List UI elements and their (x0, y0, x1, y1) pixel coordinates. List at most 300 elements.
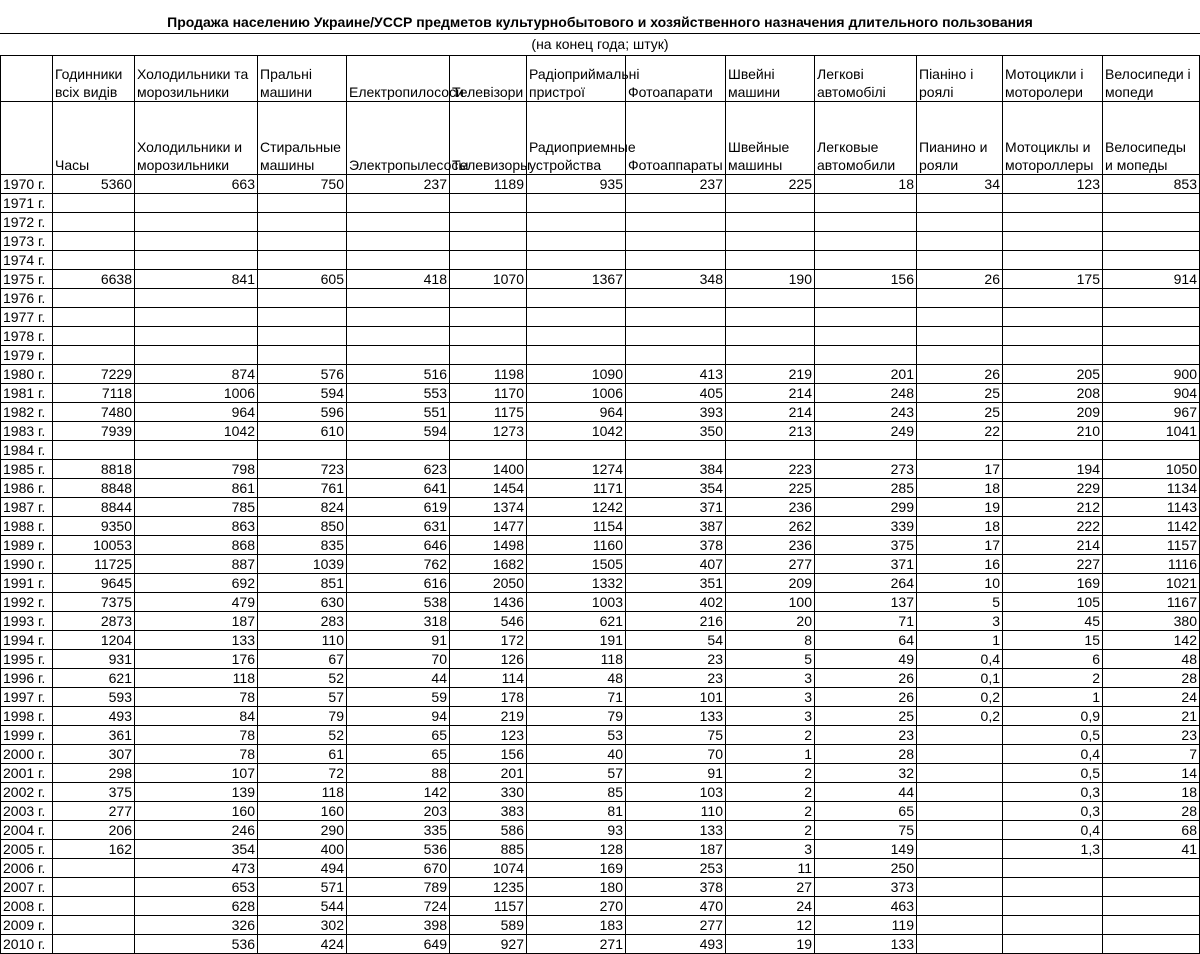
header-ru-motorcycles[interactable]: Мотоциклы и мотороллеры (1003, 102, 1103, 175)
clocks-cell[interactable]: 162 (53, 840, 135, 859)
clocks-cell[interactable]: 7939 (53, 422, 135, 441)
vacuum-cleaners-cell[interactable] (347, 194, 450, 213)
sewing-machines-cell[interactable]: 2 (726, 764, 815, 783)
pianos-cell[interactable]: 26 (917, 365, 1003, 384)
bicycles-cell[interactable]: 1142 (1103, 517, 1200, 536)
clocks-cell[interactable] (53, 251, 135, 270)
pianos-cell[interactable] (917, 878, 1003, 897)
refrigerators-cell[interactable]: 473 (135, 859, 258, 878)
header-ru-year[interactable] (1, 102, 53, 175)
header-ru-bicycles[interactable]: Велосипеды и мопеды (1103, 102, 1200, 175)
tvs-cell[interactable]: 1436 (450, 593, 527, 612)
sewing-machines-cell[interactable]: 223 (726, 460, 815, 479)
cars-cell[interactable] (815, 213, 917, 232)
radios-cell[interactable]: 53 (527, 726, 626, 745)
washing-machines-cell[interactable]: 761 (258, 479, 347, 498)
sewing-machines-cell[interactable]: 2 (726, 726, 815, 745)
sewing-machines-cell[interactable]: 213 (726, 422, 815, 441)
pianos-cell[interactable] (917, 916, 1003, 935)
washing-machines-cell[interactable]: 594 (258, 384, 347, 403)
vacuum-cleaners-cell[interactable] (347, 346, 450, 365)
year-cell[interactable]: 1978 г. (1, 327, 53, 346)
year-cell[interactable]: 1971 г. (1, 194, 53, 213)
tvs-cell[interactable]: 1157 (450, 897, 527, 916)
vacuum-cleaners-cell[interactable]: 538 (347, 593, 450, 612)
sewing-machines-cell[interactable] (726, 232, 815, 251)
sewing-machines-cell[interactable] (726, 441, 815, 460)
washing-machines-cell[interactable]: 571 (258, 878, 347, 897)
sewing-machines-cell[interactable]: 100 (726, 593, 815, 612)
motorcycles-cell[interactable]: 0,5 (1003, 726, 1103, 745)
motorcycles-cell[interactable] (1003, 194, 1103, 213)
clocks-cell[interactable]: 2873 (53, 612, 135, 631)
tvs-cell[interactable]: 201 (450, 764, 527, 783)
clocks-cell[interactable]: 6638 (53, 270, 135, 289)
vacuum-cleaners-cell[interactable]: 594 (347, 422, 450, 441)
washing-machines-cell[interactable]: 290 (258, 821, 347, 840)
vacuum-cleaners-cell[interactable]: 65 (347, 726, 450, 745)
year-cell[interactable]: 1970 г. (1, 175, 53, 194)
refrigerators-cell[interactable]: 479 (135, 593, 258, 612)
pianos-cell[interactable] (917, 935, 1003, 954)
bicycles-cell[interactable] (1103, 916, 1200, 935)
cameras-cell[interactable] (626, 308, 726, 327)
refrigerators-cell[interactable] (135, 289, 258, 308)
tvs-cell[interactable] (450, 441, 527, 460)
tvs-cell[interactable]: 1400 (450, 460, 527, 479)
clocks-cell[interactable]: 7375 (53, 593, 135, 612)
radios-cell[interactable]: 1274 (527, 460, 626, 479)
refrigerators-cell[interactable]: 133 (135, 631, 258, 650)
cars-cell[interactable]: 26 (815, 669, 917, 688)
cameras-cell[interactable]: 413 (626, 365, 726, 384)
cameras-cell[interactable]: 384 (626, 460, 726, 479)
washing-machines-cell[interactable]: 52 (258, 669, 347, 688)
bicycles-cell[interactable] (1103, 213, 1200, 232)
cameras-cell[interactable] (626, 251, 726, 270)
bicycles-cell[interactable] (1103, 251, 1200, 270)
vacuum-cleaners-cell[interactable]: 641 (347, 479, 450, 498)
year-cell[interactable]: 1988 г. (1, 517, 53, 536)
refrigerators-cell[interactable]: 785 (135, 498, 258, 517)
bicycles-cell[interactable]: 1157 (1103, 536, 1200, 555)
tvs-cell[interactable]: 1074 (450, 859, 527, 878)
vacuum-cleaners-cell[interactable] (347, 441, 450, 460)
clocks-cell[interactable] (53, 308, 135, 327)
radios-cell[interactable] (527, 327, 626, 346)
pianos-cell[interactable]: 10 (917, 574, 1003, 593)
clocks-cell[interactable]: 621 (53, 669, 135, 688)
cameras-cell[interactable]: 405 (626, 384, 726, 403)
motorcycles-cell[interactable]: 227 (1003, 555, 1103, 574)
tvs-cell[interactable]: 586 (450, 821, 527, 840)
clocks-cell[interactable]: 10053 (53, 536, 135, 555)
bicycles-cell[interactable]: 24 (1103, 688, 1200, 707)
bicycles-cell[interactable]: 28 (1103, 669, 1200, 688)
bicycles-cell[interactable] (1103, 289, 1200, 308)
cameras-cell[interactable] (626, 232, 726, 251)
year-cell[interactable]: 1981 г. (1, 384, 53, 403)
pianos-cell[interactable] (917, 289, 1003, 308)
cameras-cell[interactable]: 378 (626, 878, 726, 897)
cameras-cell[interactable]: 277 (626, 916, 726, 935)
refrigerators-cell[interactable] (135, 308, 258, 327)
refrigerators-cell[interactable]: 964 (135, 403, 258, 422)
vacuum-cleaners-cell[interactable] (347, 289, 450, 308)
vacuum-cleaners-cell[interactable]: 70 (347, 650, 450, 669)
refrigerators-cell[interactable]: 118 (135, 669, 258, 688)
washing-machines-cell[interactable]: 1039 (258, 555, 347, 574)
cars-cell[interactable]: 25 (815, 707, 917, 726)
sewing-machines-cell[interactable]: 2 (726, 783, 815, 802)
bicycles-cell[interactable] (1103, 194, 1200, 213)
washing-machines-cell[interactable]: 400 (258, 840, 347, 859)
cars-cell[interactable]: 463 (815, 897, 917, 916)
bicycles-cell[interactable] (1103, 897, 1200, 916)
cameras-cell[interactable]: 54 (626, 631, 726, 650)
vacuum-cleaners-cell[interactable]: 418 (347, 270, 450, 289)
clocks-cell[interactable] (53, 232, 135, 251)
refrigerators-cell[interactable] (135, 346, 258, 365)
refrigerators-cell[interactable]: 663 (135, 175, 258, 194)
refrigerators-cell[interactable]: 798 (135, 460, 258, 479)
motorcycles-cell[interactable]: 212 (1003, 498, 1103, 517)
vacuum-cleaners-cell[interactable]: 398 (347, 916, 450, 935)
motorcycles-cell[interactable]: 0,4 (1003, 745, 1103, 764)
tvs-cell[interactable] (450, 308, 527, 327)
radios-cell[interactable]: 128 (527, 840, 626, 859)
cars-cell[interactable]: 28 (815, 745, 917, 764)
motorcycles-cell[interactable] (1003, 859, 1103, 878)
tvs-cell[interactable] (450, 251, 527, 270)
vacuum-cleaners-cell[interactable]: 65 (347, 745, 450, 764)
pianos-cell[interactable]: 0,2 (917, 707, 1003, 726)
cars-cell[interactable] (815, 327, 917, 346)
bicycles-cell[interactable]: 41 (1103, 840, 1200, 859)
motorcycles-cell[interactable]: 123 (1003, 175, 1103, 194)
clocks-cell[interactable] (53, 289, 135, 308)
header-ua-clocks[interactable]: Годинники всіх видів (53, 56, 135, 102)
cars-cell[interactable]: 137 (815, 593, 917, 612)
cars-cell[interactable]: 119 (815, 916, 917, 935)
tvs-cell[interactable]: 1273 (450, 422, 527, 441)
pianos-cell[interactable] (917, 441, 1003, 460)
sewing-machines-cell[interactable]: 214 (726, 403, 815, 422)
pianos-cell[interactable] (917, 194, 1003, 213)
tvs-cell[interactable]: 172 (450, 631, 527, 650)
header-ua-year[interactable] (1, 56, 53, 102)
cars-cell[interactable] (815, 441, 917, 460)
pianos-cell[interactable]: 26 (917, 270, 1003, 289)
refrigerators-cell[interactable]: 628 (135, 897, 258, 916)
header-ru-washing-machines[interactable]: Стиральные машины (258, 102, 347, 175)
cars-cell[interactable]: 44 (815, 783, 917, 802)
header-ru-clocks[interactable]: Часы (53, 102, 135, 175)
year-cell[interactable]: 1976 г. (1, 289, 53, 308)
tvs-cell[interactable]: 1454 (450, 479, 527, 498)
clocks-cell[interactable]: 307 (53, 745, 135, 764)
radios-cell[interactable]: 85 (527, 783, 626, 802)
cars-cell[interactable]: 64 (815, 631, 917, 650)
radios-cell[interactable]: 79 (527, 707, 626, 726)
clocks-cell[interactable]: 5360 (53, 175, 135, 194)
cars-cell[interactable]: 375 (815, 536, 917, 555)
refrigerators-cell[interactable]: 84 (135, 707, 258, 726)
year-cell[interactable]: 2004 г. (1, 821, 53, 840)
bicycles-cell[interactable] (1103, 859, 1200, 878)
cameras-cell[interactable]: 407 (626, 555, 726, 574)
bicycles-cell[interactable] (1103, 441, 1200, 460)
year-cell[interactable]: 1974 г. (1, 251, 53, 270)
cameras-cell[interactable]: 470 (626, 897, 726, 916)
washing-machines-cell[interactable]: 824 (258, 498, 347, 517)
vacuum-cleaners-cell[interactable]: 88 (347, 764, 450, 783)
header-ua-tvs[interactable]: Телевізори (450, 56, 527, 102)
cameras-cell[interactable]: 387 (626, 517, 726, 536)
washing-machines-cell[interactable]: 596 (258, 403, 347, 422)
tvs-cell[interactable] (450, 346, 527, 365)
header-ru-radios[interactable]: Радиоприемные устройства (527, 102, 626, 175)
pianos-cell[interactable]: 18 (917, 479, 1003, 498)
clocks-cell[interactable] (53, 859, 135, 878)
year-cell[interactable]: 1990 г. (1, 555, 53, 574)
washing-machines-cell[interactable]: 57 (258, 688, 347, 707)
radios-cell[interactable]: 621 (527, 612, 626, 631)
pianos-cell[interactable]: 0,4 (917, 650, 1003, 669)
motorcycles-cell[interactable]: 208 (1003, 384, 1103, 403)
radios-cell[interactable]: 1003 (527, 593, 626, 612)
cars-cell[interactable]: 49 (815, 650, 917, 669)
cars-cell[interactable]: 373 (815, 878, 917, 897)
radios-cell[interactable]: 964 (527, 403, 626, 422)
vacuum-cleaners-cell[interactable]: 59 (347, 688, 450, 707)
year-cell[interactable]: 1997 г. (1, 688, 53, 707)
washing-machines-cell[interactable] (258, 327, 347, 346)
bicycles-cell[interactable]: 7 (1103, 745, 1200, 764)
refrigerators-cell[interactable]: 841 (135, 270, 258, 289)
cars-cell[interactable]: 299 (815, 498, 917, 517)
cameras-cell[interactable] (626, 327, 726, 346)
sewing-machines-cell[interactable]: 225 (726, 175, 815, 194)
washing-machines-cell[interactable]: 723 (258, 460, 347, 479)
bicycles-cell[interactable]: 1041 (1103, 422, 1200, 441)
cameras-cell[interactable]: 253 (626, 859, 726, 878)
washing-machines-cell[interactable]: 72 (258, 764, 347, 783)
washing-machines-cell[interactable]: 850 (258, 517, 347, 536)
cameras-cell[interactable]: 237 (626, 175, 726, 194)
motorcycles-cell[interactable]: 1,3 (1003, 840, 1103, 859)
cars-cell[interactable]: 339 (815, 517, 917, 536)
bicycles-cell[interactable]: 28 (1103, 802, 1200, 821)
cars-cell[interactable] (815, 194, 917, 213)
year-cell[interactable]: 1996 г. (1, 669, 53, 688)
motorcycles-cell[interactable] (1003, 251, 1103, 270)
cameras-cell[interactable]: 351 (626, 574, 726, 593)
sewing-machines-cell[interactable]: 209 (726, 574, 815, 593)
year-cell[interactable]: 1984 г. (1, 441, 53, 460)
year-cell[interactable]: 2005 г. (1, 840, 53, 859)
year-cell[interactable]: 1980 г. (1, 365, 53, 384)
sewing-machines-cell[interactable]: 2 (726, 802, 815, 821)
tvs-cell[interactable]: 178 (450, 688, 527, 707)
radios-cell[interactable]: 93 (527, 821, 626, 840)
header-ua-radios[interactable]: Радіоприймальні пристрої (527, 56, 626, 102)
header-ua-pianos[interactable]: Піаніно і роялі (917, 56, 1003, 102)
clocks-cell[interactable]: 7118 (53, 384, 135, 403)
washing-machines-cell[interactable]: 576 (258, 365, 347, 384)
cars-cell[interactable]: 156 (815, 270, 917, 289)
tvs-cell[interactable]: 589 (450, 916, 527, 935)
washing-machines-cell[interactable] (258, 308, 347, 327)
washing-machines-cell[interactable] (258, 232, 347, 251)
vacuum-cleaners-cell[interactable]: 623 (347, 460, 450, 479)
sewing-machines-cell[interactable] (726, 194, 815, 213)
cameras-cell[interactable]: 371 (626, 498, 726, 517)
year-cell[interactable]: 2002 г. (1, 783, 53, 802)
header-ru-pianos[interactable]: Пианино и рояли (917, 102, 1003, 175)
cars-cell[interactable]: 32 (815, 764, 917, 783)
tvs-cell[interactable]: 927 (450, 935, 527, 954)
radios-cell[interactable]: 1171 (527, 479, 626, 498)
tvs-cell[interactable]: 1477 (450, 517, 527, 536)
radios-cell[interactable]: 183 (527, 916, 626, 935)
washing-machines-cell[interactable]: 118 (258, 783, 347, 802)
header-ua-cars[interactable]: Легкові автомобілі (815, 56, 917, 102)
motorcycles-cell[interactable] (1003, 289, 1103, 308)
tvs-cell[interactable]: 114 (450, 669, 527, 688)
sewing-machines-cell[interactable]: 219 (726, 365, 815, 384)
pianos-cell[interactable]: 17 (917, 460, 1003, 479)
motorcycles-cell[interactable]: 15 (1003, 631, 1103, 650)
pianos-cell[interactable]: 1 (917, 631, 1003, 650)
radios-cell[interactable]: 270 (527, 897, 626, 916)
refrigerators-cell[interactable]: 861 (135, 479, 258, 498)
refrigerators-cell[interactable]: 78 (135, 745, 258, 764)
vacuum-cleaners-cell[interactable] (347, 251, 450, 270)
bicycles-cell[interactable]: 914 (1103, 270, 1200, 289)
clocks-cell[interactable]: 8848 (53, 479, 135, 498)
sewing-machines-cell[interactable]: 236 (726, 498, 815, 517)
clocks-cell[interactable]: 8844 (53, 498, 135, 517)
motorcycles-cell[interactable]: 0,4 (1003, 821, 1103, 840)
washing-machines-cell[interactable]: 52 (258, 726, 347, 745)
header-ua-cameras[interactable]: Фотоапарати (626, 56, 726, 102)
washing-machines-cell[interactable]: 605 (258, 270, 347, 289)
refrigerators-cell[interactable]: 139 (135, 783, 258, 802)
header-ru-cameras[interactable]: Фотоаппараты (626, 102, 726, 175)
radios-cell[interactable]: 1242 (527, 498, 626, 517)
motorcycles-cell[interactable]: 229 (1003, 479, 1103, 498)
clocks-cell[interactable]: 361 (53, 726, 135, 745)
motorcycles-cell[interactable]: 222 (1003, 517, 1103, 536)
refrigerators-cell[interactable]: 107 (135, 764, 258, 783)
vacuum-cleaners-cell[interactable]: 536 (347, 840, 450, 859)
vacuum-cleaners-cell[interactable]: 44 (347, 669, 450, 688)
motorcycles-cell[interactable]: 210 (1003, 422, 1103, 441)
washing-machines-cell[interactable]: 110 (258, 631, 347, 650)
cameras-cell[interactable]: 348 (626, 270, 726, 289)
motorcycles-cell[interactable] (1003, 232, 1103, 251)
bicycles-cell[interactable] (1103, 935, 1200, 954)
sewing-machines-cell[interactable] (726, 346, 815, 365)
year-cell[interactable]: 1989 г. (1, 536, 53, 555)
vacuum-cleaners-cell[interactable]: 724 (347, 897, 450, 916)
bicycles-cell[interactable]: 1134 (1103, 479, 1200, 498)
cars-cell[interactable]: 65 (815, 802, 917, 821)
cars-cell[interactable]: 23 (815, 726, 917, 745)
pianos-cell[interactable] (917, 327, 1003, 346)
sewing-machines-cell[interactable]: 19 (726, 935, 815, 954)
pianos-cell[interactable] (917, 346, 1003, 365)
refrigerators-cell[interactable]: 874 (135, 365, 258, 384)
bicycles-cell[interactable] (1103, 232, 1200, 251)
vacuum-cleaners-cell[interactable]: 237 (347, 175, 450, 194)
motorcycles-cell[interactable] (1003, 878, 1103, 897)
vacuum-cleaners-cell[interactable]: 553 (347, 384, 450, 403)
year-cell[interactable]: 1977 г. (1, 308, 53, 327)
refrigerators-cell[interactable]: 78 (135, 726, 258, 745)
cameras-cell[interactable]: 23 (626, 650, 726, 669)
year-cell[interactable]: 2000 г. (1, 745, 53, 764)
refrigerators-cell[interactable]: 78 (135, 688, 258, 707)
cameras-cell[interactable]: 216 (626, 612, 726, 631)
cars-cell[interactable] (815, 308, 917, 327)
clocks-cell[interactable]: 8818 (53, 460, 135, 479)
refrigerators-cell[interactable] (135, 194, 258, 213)
clocks-cell[interactable] (53, 935, 135, 954)
pianos-cell[interactable]: 18 (917, 517, 1003, 536)
clocks-cell[interactable]: 7480 (53, 403, 135, 422)
tvs-cell[interactable]: 885 (450, 840, 527, 859)
sewing-machines-cell[interactable]: 236 (726, 536, 815, 555)
motorcycles-cell[interactable] (1003, 327, 1103, 346)
bicycles-cell[interactable]: 904 (1103, 384, 1200, 403)
radios-cell[interactable] (527, 232, 626, 251)
bicycles-cell[interactable]: 48 (1103, 650, 1200, 669)
motorcycles-cell[interactable]: 105 (1003, 593, 1103, 612)
refrigerators-cell[interactable] (135, 232, 258, 251)
radios-cell[interactable]: 271 (527, 935, 626, 954)
clocks-cell[interactable] (53, 897, 135, 916)
washing-machines-cell[interactable] (258, 289, 347, 308)
vacuum-cleaners-cell[interactable]: 551 (347, 403, 450, 422)
pianos-cell[interactable] (917, 859, 1003, 878)
clocks-cell[interactable]: 11725 (53, 555, 135, 574)
clocks-cell[interactable] (53, 327, 135, 346)
pianos-cell[interactable]: 22 (917, 422, 1003, 441)
cameras-cell[interactable]: 75 (626, 726, 726, 745)
washing-machines-cell[interactable] (258, 251, 347, 270)
radios-cell[interactable] (527, 213, 626, 232)
washing-machines-cell[interactable]: 610 (258, 422, 347, 441)
cameras-cell[interactable]: 103 (626, 783, 726, 802)
sewing-machines-cell[interactable]: 27 (726, 878, 815, 897)
pianos-cell[interactable]: 34 (917, 175, 1003, 194)
cameras-cell[interactable] (626, 194, 726, 213)
cars-cell[interactable]: 264 (815, 574, 917, 593)
motorcycles-cell[interactable]: 0,5 (1003, 764, 1103, 783)
tvs-cell[interactable]: 1170 (450, 384, 527, 403)
motorcycles-cell[interactable] (1003, 441, 1103, 460)
tvs-cell[interactable]: 1070 (450, 270, 527, 289)
pianos-cell[interactable] (917, 802, 1003, 821)
sewing-machines-cell[interactable]: 3 (726, 707, 815, 726)
year-cell[interactable]: 1992 г. (1, 593, 53, 612)
pianos-cell[interactable] (917, 232, 1003, 251)
sewing-machines-cell[interactable]: 262 (726, 517, 815, 536)
tvs-cell[interactable]: 126 (450, 650, 527, 669)
sewing-machines-cell[interactable]: 225 (726, 479, 815, 498)
